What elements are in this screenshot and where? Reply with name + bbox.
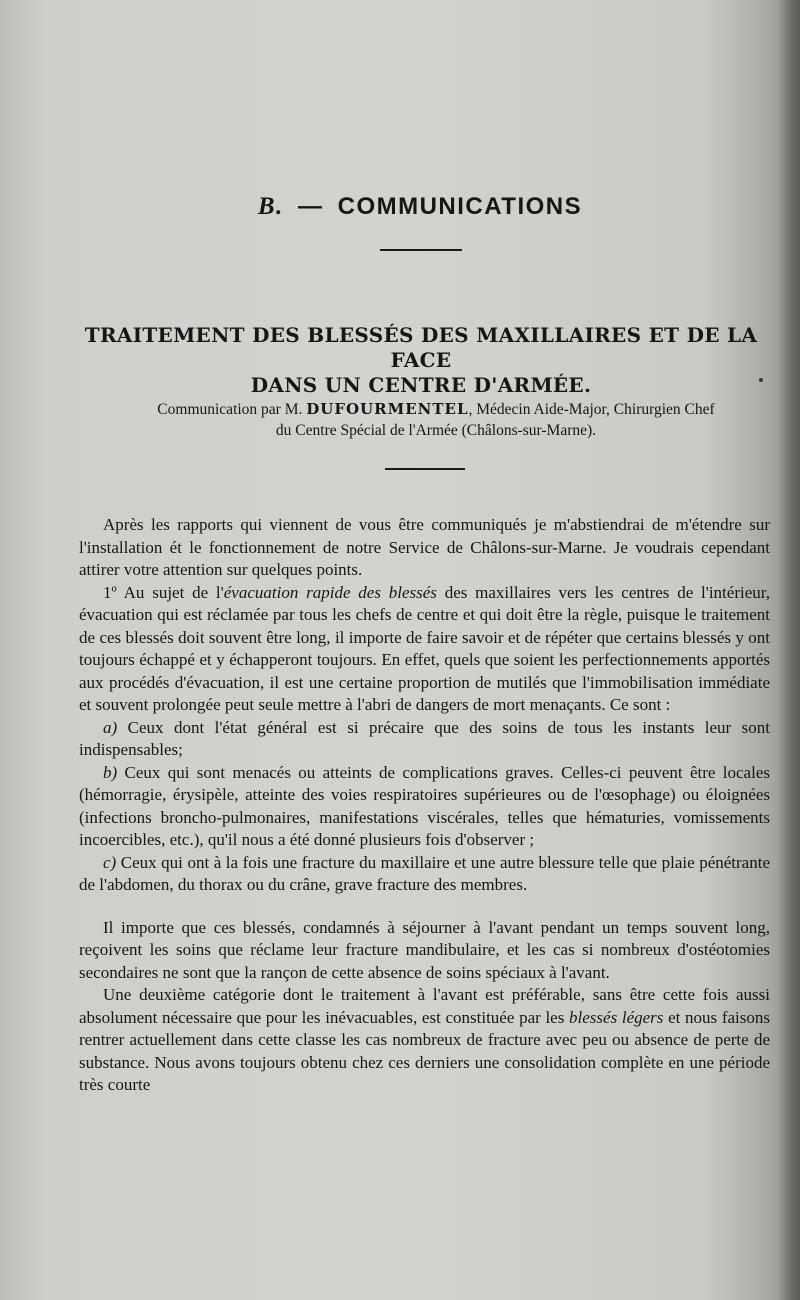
emphasis-text: évacuation rapide des blessés [223, 582, 437, 602]
article-title [78, 323, 764, 398]
byline-affiliation: du Centre Spécial de l'Armée (Châlons-sur-Marne). [275, 422, 597, 439]
list-item-a [79, 717, 770, 762]
paragraph-text: Après les rapports qui viennent de vous être communiqués je m'abstiendrai de m'étendre sur l'installation ét le fonctionnement de notre Service de Châlons-sur-Marne. Je voudrais cependant attirer votre attention sur quelques points. [79, 515, 770, 579]
author-name: DUFOURMENTEL [306, 400, 469, 418]
divider-rule [380, 249, 462, 251]
list-label: b) [103, 762, 118, 782]
paragraph-text: Ceux qui sont menacés ou atteints de complications graves. Celles-ci peuvent être locales (hémorragie, érysipèle, atteinte des voies respiratoires supérieures ou de l'œsophage) ou éloignées (infections broncho-pulmonaires, manifestations viscérales, telles que hématuries, vomissements incoercibles, etc.), qu'il nous a été donné plusieurs fois d'observer ; [79, 762, 770, 849]
paragraph-consequence [79, 917, 770, 985]
byline-role: , Médecin Aide-Major, Chirurgien Chef [468, 401, 715, 418]
paragraph-point-1 [79, 582, 770, 717]
list-label: a) [103, 717, 118, 737]
emphasis-text: blessés légers [569, 1007, 664, 1027]
list-item-c [79, 852, 770, 897]
paragraph-text: et nous faisons rentrer actuellement dans cette classe les cas nombreux de fracture avec peu ou absence de perte de substance. Nous avons toujours obtenu chez ces derniers une consolidation complète en une période très courte [79, 1007, 770, 1094]
paragraph-text: 1º Au sujet de l' [103, 582, 224, 602]
divider-rule [385, 468, 465, 470]
article-body [79, 514, 770, 1097]
paragraph-text: des maxillaires vers les centres de l'intérieur, évacuation qui est réclamée par tous les chefs de centre et qui doit être la règle, puisque le traitement de ces blessés doit souvent être long, il importe de faire savoir et de répéter que certains blessés y ont toujours échappé et y échapperont toujours. En effet, quels que soient les perfectionnements apportés aux procédés d'évacuation, il est une certaine proportion de mutilés que l'immobilisation immédiate et souvent prolongée peut seule mettre à l'abri de dangers de mort menaçants. Ce sont : [79, 582, 770, 714]
paragraph-intro [79, 514, 770, 582]
paragraph-text: Une deuxième catégorie dont le traitement à l'avant est préférable, sans être cette fois aussi absolument nécessaire que pour les inévacuables, est constituée par les [79, 985, 770, 1027]
paragraph-second-category [79, 984, 770, 1097]
section-dash: — [297, 193, 324, 220]
section-label: B. [257, 193, 284, 220]
list-item-b [79, 762, 770, 852]
paragraph-text: Ceux qui ont à la fois une fracture du maxillaire et une autre blessure telle que plaie pénétrante de l'abdomen, du thorax ou du crâne, grave fracture des membres. [79, 852, 770, 894]
section-heading-text: COMMUNICATIONS [337, 193, 583, 220]
paragraph-text: Ceux dont l'état général est si précaire que des soins de tous les instants leur sont indispensables; [79, 717, 770, 759]
list-label: c) [103, 852, 117, 872]
ink-speck [759, 378, 763, 382]
title-line-1: TRAITEMENT DES BLESSÉS DES MAXILLAIRES ET DE LA FACE [84, 323, 758, 372]
byline [96, 399, 776, 441]
section-heading [0, 193, 800, 221]
paragraph-text: Il importe que ces blessés, condamnés à séjourner à l'avant pendant un temps souvent long, reçoivent les soins que réclame leur fracture mandibulaire, et les cas si nombreux d'ostéotomies secondaires ne sont que la rançon de cette absence de soins spéciaux à l'avant. [79, 917, 770, 982]
byline-prefix: Communication par M. [157, 401, 303, 418]
title-line-2: DANS UN CENTRE D'ARMÉE. [250, 373, 592, 397]
